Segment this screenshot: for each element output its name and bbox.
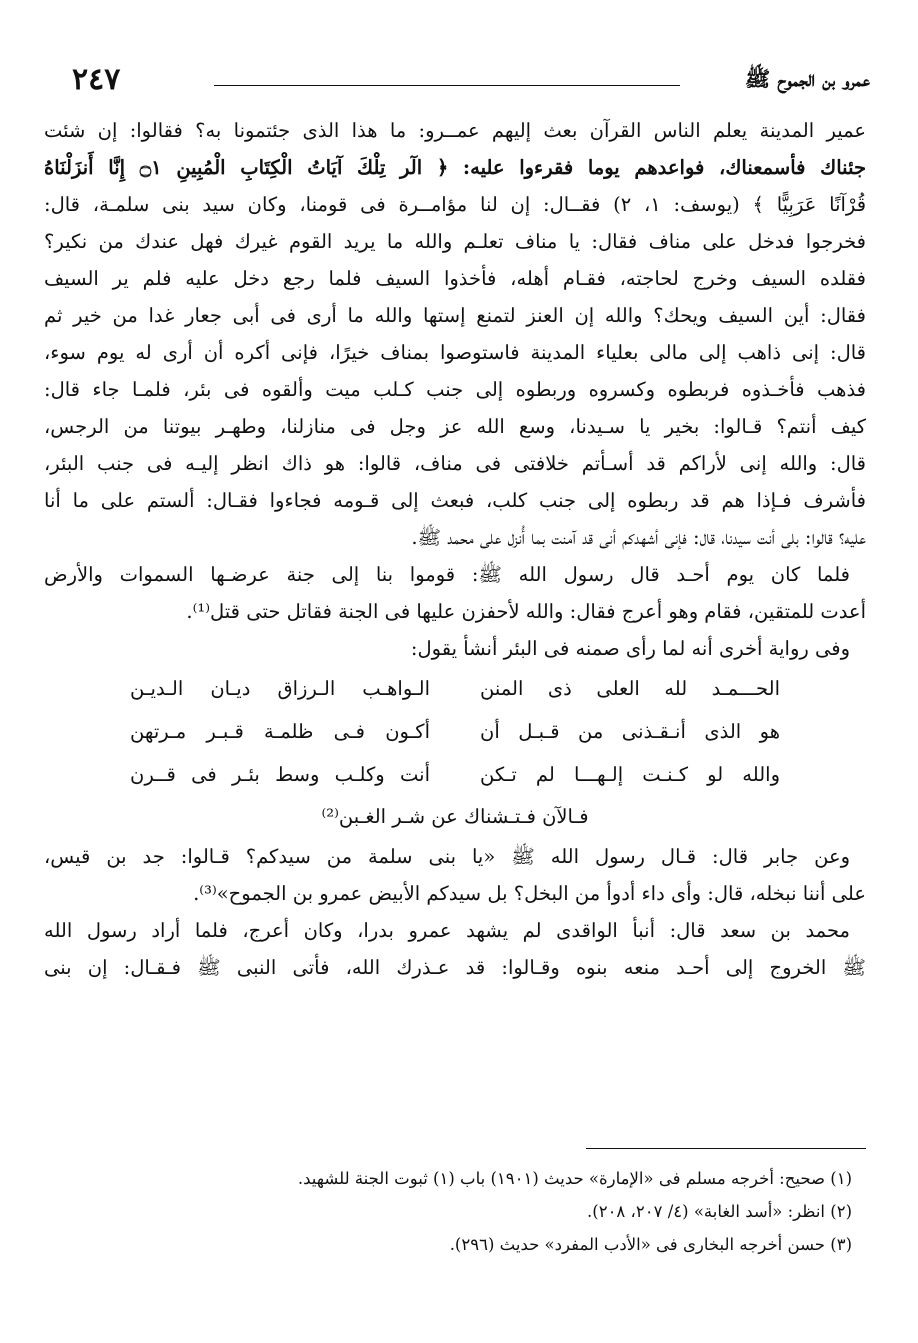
page-number: ٢٤٧ xyxy=(72,62,121,97)
text-line: فلما كان يوم أحـد قال رسول الله ﷺ: قوموا بنا إلى جنة عرضـها السموات والأرض xyxy=(44,563,850,586)
text-line: وعن جابر قال: قـال رسول الله ﷺ «يا بنى سلمة من سيدكم؟ قـالوا: جد بن قيس، xyxy=(44,845,850,868)
text-line: فخرجوا فدخل على مناف فقال: يا مناف تعلـم والله ما يريد القوم غيرك فهل عندك من نكير؟ xyxy=(44,230,866,253)
poem-second-hemistich: أنت وكلـب وسط بئـر فى قــرن xyxy=(130,763,430,786)
text-line: فذهب فأخـذوه فربطوه وكسروه وربطوه إلى جنب كـلب ميت وألقوه فى بئر، فلمـا جاء قال: xyxy=(44,378,866,401)
footnote: (١) صحيح: أخرجه مسلم فى «الإمارة» حديث (١٩٠١) باب (١) ثبوت الجنة للشهيد. xyxy=(297,1169,852,1188)
footnote: (٣) حسن أخرجه البخارى فى «الأدب المفرد» حديث (٢٩٦). xyxy=(449,1235,852,1254)
text-line: قُرْآنًا عَرَبِيًّا ﴾ (يوسف: ١، ٢) فقــال: إن لنا مؤامــرة فى قومنا، وكان سيد بنى سلمـة، قال: xyxy=(44,193,866,216)
text-line: جئناك فأسمعناك، فواعدهم يوما فقرءوا عليه: ﴿ الٓر تِلْكَ آيَاتُ الْكِتَابِ الْمُبِينِ ۝١ إِنَّا أَنزَلْنَاهُ xyxy=(44,156,866,179)
text-line: عليه؟ قالوا: بلى أنت سيدنا، قال: فإنى أشهدكم أنى قد آمنت بما أُنزل على محمد ﷺ. xyxy=(411,526,866,549)
poem-second-hemistich: الـواهـب الـرزاق ديـان الـديـن xyxy=(130,677,430,700)
poem-last-hemistich: فـالآن فـتـشناك عن شـر الغـبن⁽²⁾ xyxy=(321,805,589,828)
poem-verse xyxy=(130,753,780,796)
text-line: أعدت للمتقين، فقام وهو أعرج فقال: والله لأحفزن عليها فى الجنة فقاتل حتى قتل⁽¹⁾. xyxy=(186,600,866,623)
footnotes xyxy=(44,1162,866,1261)
text-line: محمد بن سعد قال: أنبأ الواقدى لم يشهد عمرو بدرا، وكان أعرج، فلما أراد رسول الله xyxy=(44,919,850,942)
text-line: كيف أنتم؟ قـالوا: بخير يا سـيدنا، وسع الله عز وجل فى منازلنا، وطهـر بيوتنا من الرجس، xyxy=(44,415,866,438)
poem xyxy=(130,667,780,838)
footnote-separator xyxy=(586,1148,866,1149)
text-line: عمير المدينة يعلم الناس القرآن بعث إليهم عمــرو: ما هذا الذى جئتمونا به؟ فقالوا: إن شئت xyxy=(44,119,866,142)
running-title: عمرو بن الجموح ﷺ xyxy=(744,66,870,91)
main-text xyxy=(44,112,866,986)
text-line: على أننا نبخله، قال: وأى داء أدوأ من البخل؟ بل سيدكم الأبيض عمرو بن الجموح»⁽³⁾. xyxy=(193,882,866,905)
poem-first-hemistich: والله لو كـنـت إلـهـــا لم تـكن xyxy=(480,763,780,786)
header-rule xyxy=(214,85,680,86)
poem-second-hemistich: أكـون فـى ظلمـة قـبـر مـرتهن xyxy=(130,720,430,743)
footnote: (٢) انظر: «أسد الغابة» (٤/ ٢٠٧، ٢٠٨). xyxy=(587,1202,852,1221)
poem-verse xyxy=(130,710,780,753)
text-line: ﷺ الخروج إلى أحـد منعه بنوه وقـالوا: قد عـذرك الله، فأتى النبى ﷺ فـقـال: إن بنى xyxy=(44,956,866,979)
text-line: وفى رواية أخرى أنه لما رأى صمنه فى البئر أنشأ يقول: xyxy=(410,637,850,660)
text-line: فقال: أين السيف ويحك؟ والله إن العنز لتمنع إستها والله ما أرى فى أبى جعار غدا من خير ثم xyxy=(44,304,866,327)
poem-first-hemistich: الحـــمـد لله العلى ذى المنن xyxy=(480,677,780,700)
text-line: قال: إنى ذاهب إلى مالى بعلياء المدينة فاستوصوا بمناف خيرًا، فإنى أكره أن أرى له يوم سوء، xyxy=(44,341,866,364)
text-line: قال: والله إنى لأراكم قد أسـأتم خلافتى فى مناف، قالوا: هو ذاك انظر إليـه فى جنب البئر، xyxy=(44,452,866,475)
text-line: فقلده السيف وخرج لحاجته، فقـام أهله، فأخذوا السيف فلما رجع دخل عليه فلم ير السيف xyxy=(44,267,866,290)
page-header xyxy=(62,58,870,98)
text-line: فأشرف فـإذا هم قد ربطوه إلى جنب كلب، فبعث إلى قـومه فجاءوا فقـال: ألستم على ما أنا xyxy=(44,489,866,512)
poem-verse xyxy=(130,667,780,710)
poem-first-hemistich: هو الذى أنـقـذنى من قـبـل أن xyxy=(480,720,780,743)
